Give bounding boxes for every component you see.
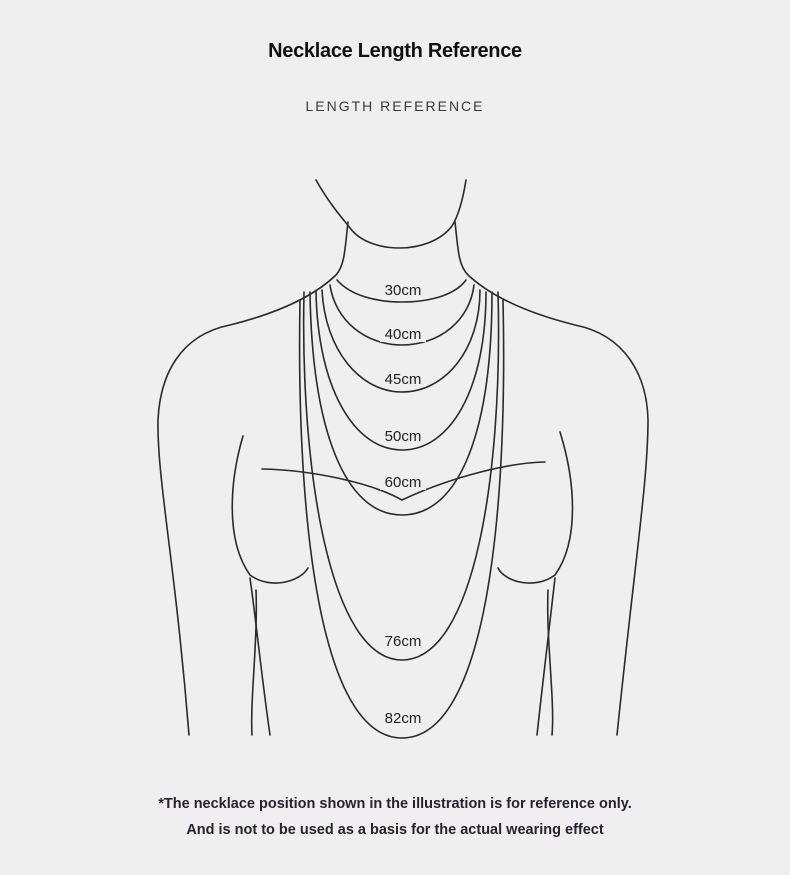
label-60cm: 60cm: [384, 474, 422, 491]
disclaimer-line-2: And is not to be used as a basis for the actual wearing effect: [186, 822, 604, 838]
torso-outline: [158, 180, 648, 735]
neck-left: [158, 222, 348, 735]
jaw-line: [316, 180, 466, 248]
necklace-group: [300, 280, 504, 738]
necklace-82cm: [300, 300, 504, 738]
breast-right: [498, 432, 573, 583]
label-30cm: 30cm: [384, 282, 422, 299]
neck-right: [455, 222, 648, 735]
page-title: Necklace Length Reference: [268, 40, 522, 62]
label-76cm: 76cm: [384, 633, 422, 650]
label-82cm: 82cm: [384, 710, 422, 727]
page-subtitle: LENGTH REFERENCE: [305, 98, 485, 114]
label-45cm: 45cm: [384, 371, 422, 388]
breast-left: [232, 436, 308, 583]
disclaimer-line-1: *The necklace position shown in the illustration is for reference only.: [158, 796, 632, 812]
label-50cm: 50cm: [384, 428, 422, 445]
label-40cm: 40cm: [384, 326, 422, 343]
arm-inner-left: [250, 578, 270, 735]
